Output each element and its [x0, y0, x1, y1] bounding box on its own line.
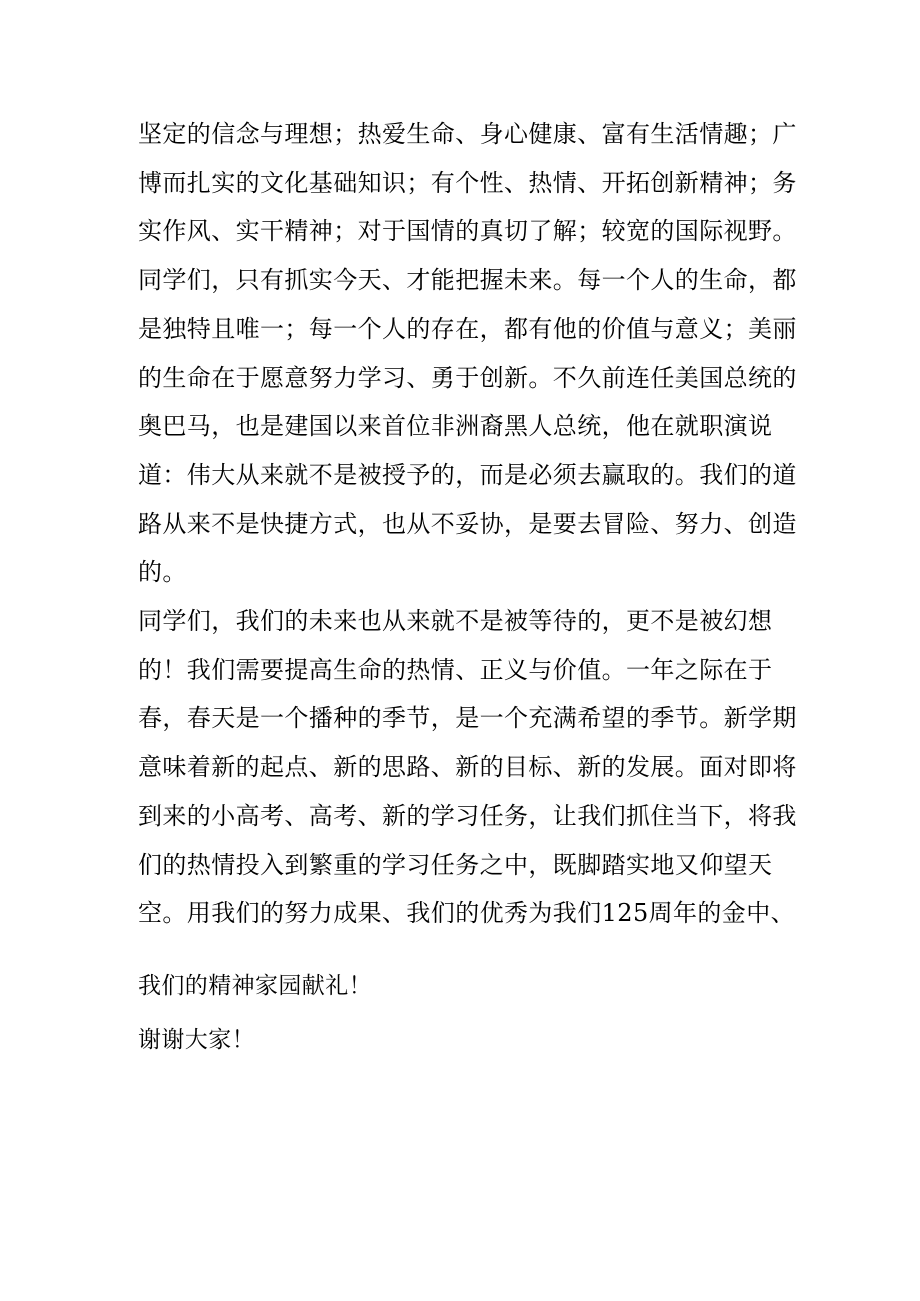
paragraph-1: 坚定的信念与理想；热爱生命、身心健康、富有生活情趣；广博而扎实的文化基础知识；有个性、热情、开拓创新精神；务实作风、实干精神；对于国情的真切了解；较宽的国际视野。同学们，只有抓实今天、才能把握未来。每一个人的生命，都是独特且唯一；每一个人的存在，都有他的价值与意义；美丽的生命在于愿意努力学习、勇于创新。不久前连任美国总统的奥巴马，也是建国以来首位非洲裔黑人总统，他在就职演说道：伟大从来就不是被授予的，而是必须去赢取的。我们的道路从来不是快捷方式，也从不妥协，是要去冒险、努力、创造的。 — [138, 120, 797, 587]
paragraph-2: 同学们，我们的未来也从来就不是被等待的，更不是被幻想的！我们需要提高生命的热情、正义与价值。一年之际在于春，春天是一个播种的季节，是一个充满希望的季节。新学期意味着新的起点、新的思路、新的目标、新的发展。面对即将到来的小高考、高考、新的学习任务，让我们抓住当下，将我们的热情投入到繁重的学习任务之中，既脚踏实地又仰望天空。用我们的努力成果、我们的优秀为我们125周年的金中、 — [138, 607, 797, 928]
closing-line: 我们的精神家园献礼！ — [138, 973, 372, 999]
thanks-line: 谢谢大家！ — [138, 1027, 255, 1053]
